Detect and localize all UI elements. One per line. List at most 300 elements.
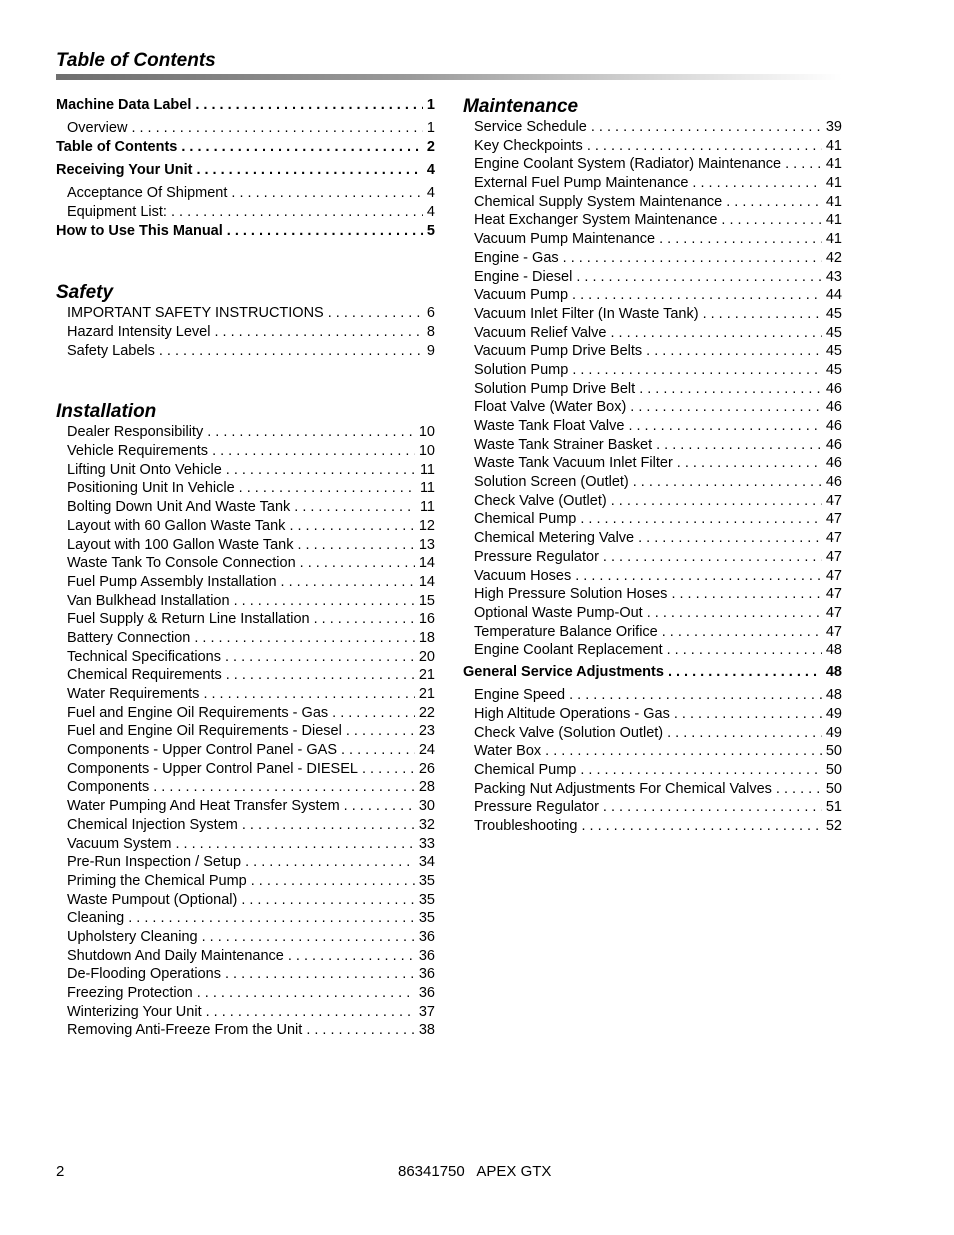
toc-entry-page-number: 48 bbox=[825, 642, 842, 659]
toc-entry[interactable] bbox=[56, 797, 435, 816]
toc-entry-page-number: 4 bbox=[426, 185, 435, 202]
toc-entry[interactable] bbox=[56, 161, 435, 180]
title-rule bbox=[56, 74, 842, 80]
toc-entry-label: Removing Anti-Freeze From the Unit bbox=[67, 1022, 303, 1039]
toc-entry[interactable] bbox=[56, 423, 435, 442]
toc-entry-label: Chemical Pump bbox=[474, 511, 577, 528]
toc-entry[interactable] bbox=[463, 623, 842, 642]
toc-entry-page-number: 13 bbox=[418, 536, 435, 553]
toc-entry[interactable] bbox=[463, 454, 842, 473]
toc-entry[interactable] bbox=[56, 666, 435, 685]
dot-leader bbox=[785, 155, 822, 174]
toc-entry[interactable] bbox=[56, 648, 435, 667]
toc-entry-label: Waste Pumpout (Optional) bbox=[67, 891, 238, 908]
toc-entry-page-number: 4 bbox=[426, 203, 435, 220]
toc-entry[interactable] bbox=[56, 573, 435, 592]
toc-entry[interactable] bbox=[56, 909, 435, 928]
toc-entry-label: Fuel and Engine Oil Requirements - Gas bbox=[67, 704, 329, 721]
toc-entry[interactable] bbox=[56, 741, 435, 760]
toc-entry-page-number: 45 bbox=[825, 324, 842, 341]
toc-entry-page-number: 50 bbox=[825, 761, 842, 778]
footer-page-number: 2 bbox=[56, 1163, 65, 1180]
toc-entry[interactable] bbox=[463, 761, 842, 780]
dot-leader bbox=[171, 203, 423, 222]
toc-entry-label: Check Valve (Outlet) bbox=[474, 492, 607, 509]
dot-leader bbox=[610, 324, 821, 343]
toc-entry-label: Components - Upper Control Panel - DIESEL bbox=[67, 760, 358, 777]
toc-entry[interactable] bbox=[56, 479, 435, 498]
dot-leader bbox=[197, 984, 415, 1003]
toc-entry-page-number: 35 bbox=[418, 910, 435, 927]
toc-entry-label: Winterizing Your Unit bbox=[67, 1003, 202, 1020]
dot-leader bbox=[234, 592, 415, 611]
toc-entry[interactable] bbox=[463, 118, 842, 137]
toc-entry[interactable] bbox=[463, 798, 842, 817]
dot-leader bbox=[131, 119, 422, 138]
toc-entry-page-number: 52 bbox=[825, 817, 842, 834]
toc-entry-label: Troubleshooting bbox=[474, 817, 578, 834]
toc-entry-page-number: 47 bbox=[825, 567, 842, 584]
toc-entry-page-number: 1 bbox=[426, 120, 435, 137]
dot-leader bbox=[346, 722, 415, 741]
footer-document-id: 86341750 APEX GTX bbox=[398, 1163, 552, 1180]
toc-entry[interactable] bbox=[56, 517, 435, 536]
toc-entry-label: Check Valve (Solution Outlet) bbox=[474, 724, 664, 741]
toc-entry-label: Bolting Down Unit And Waste Tank bbox=[67, 499, 291, 516]
toc-entry-label: Lifting Unit Onto Vehicle bbox=[67, 461, 222, 478]
dot-leader bbox=[231, 184, 423, 203]
toc-entry-page-number: 41 bbox=[825, 231, 842, 248]
toc-entry-label: Solution Screen (Outlet) bbox=[474, 474, 629, 491]
dot-leader bbox=[298, 536, 415, 555]
dot-leader bbox=[575, 567, 822, 586]
toc-entry[interactable] bbox=[463, 436, 842, 455]
toc-entry[interactable] bbox=[463, 211, 842, 230]
dot-leader bbox=[659, 230, 822, 249]
toc-entry-label: Waste Tank Vacuum Inlet Filter bbox=[474, 455, 673, 472]
toc-entry-label: Hazard Intensity Level bbox=[67, 324, 211, 340]
dot-leader bbox=[572, 286, 822, 305]
toc-entry-page-number: 47 bbox=[825, 586, 842, 603]
dot-leader bbox=[294, 498, 416, 517]
toc-entry-label: Chemical Metering Valve bbox=[474, 530, 635, 547]
toc-entry[interactable] bbox=[56, 138, 435, 157]
dot-leader bbox=[206, 1003, 415, 1022]
dot-leader bbox=[226, 461, 416, 480]
toc-entry[interactable] bbox=[56, 760, 435, 779]
dot-leader bbox=[196, 161, 422, 180]
dot-leader bbox=[159, 342, 423, 361]
toc-entry-label: Safety Labels bbox=[67, 342, 155, 359]
toc-entry[interactable] bbox=[463, 705, 842, 724]
toc-entry-label: Pressure Regulator bbox=[474, 799, 599, 816]
toc-entry-label: Vacuum Pump Drive Belts bbox=[474, 343, 643, 360]
dot-leader bbox=[668, 663, 822, 682]
toc-entry[interactable] bbox=[56, 342, 435, 361]
dot-leader bbox=[545, 742, 822, 761]
toc-entry[interactable] bbox=[463, 380, 842, 399]
dot-leader bbox=[207, 423, 415, 442]
toc-entry-label: Freezing Protection bbox=[67, 985, 193, 1001]
toc-right-column bbox=[463, 96, 842, 836]
toc-entry-page-number: 11 bbox=[419, 461, 435, 478]
toc-entry-page-number: 15 bbox=[418, 592, 435, 609]
toc-entry[interactable] bbox=[463, 249, 842, 268]
dot-leader bbox=[225, 965, 415, 984]
toc-entry-label: Equipment List: bbox=[67, 203, 167, 220]
toc-entry[interactable] bbox=[463, 174, 842, 193]
toc-entry[interactable] bbox=[56, 536, 435, 555]
toc-entry[interactable] bbox=[56, 984, 435, 1003]
toc-entry-page-number: 33 bbox=[418, 835, 435, 852]
toc-safety-list bbox=[56, 304, 435, 360]
dot-leader bbox=[667, 724, 822, 743]
toc-entry[interactable] bbox=[463, 548, 842, 567]
dot-leader bbox=[587, 137, 822, 156]
toc-entry-label: Vacuum Hoses bbox=[474, 567, 572, 584]
toc-entry[interactable] bbox=[463, 398, 842, 417]
toc-entry[interactable] bbox=[463, 780, 842, 799]
toc-entry[interactable] bbox=[56, 610, 435, 629]
toc-entry-label: High Altitude Operations - Gas bbox=[474, 705, 670, 722]
dot-leader bbox=[245, 853, 415, 872]
toc-entry-label: Waste Tank To Console Connection bbox=[67, 555, 296, 572]
toc-entry-label: Vacuum Inlet Filter (In Waste Tank) bbox=[474, 305, 699, 322]
toc-entry-page-number: 41 bbox=[825, 175, 842, 192]
toc-entry-page-number: 10 bbox=[418, 424, 435, 441]
toc-entry-page-number: 22 bbox=[418, 704, 435, 721]
dot-leader bbox=[202, 928, 415, 947]
dot-leader bbox=[281, 573, 415, 592]
toc-entry-label: Priming the Chemical Pump bbox=[67, 872, 247, 889]
toc-entry-page-number: 46 bbox=[825, 436, 842, 453]
toc-entry-page-number: 18 bbox=[418, 629, 435, 646]
toc-entry[interactable] bbox=[56, 119, 435, 138]
toc-entry-label: Engine - Gas bbox=[474, 249, 559, 266]
toc-entry-label: Shutdown And Daily Maintenance bbox=[67, 947, 284, 964]
toc-entry-label: Service Schedule bbox=[474, 119, 587, 135]
dot-leader bbox=[591, 118, 822, 137]
toc-entry-label: High Pressure Solution Hoses bbox=[474, 586, 668, 603]
toc-entry-page-number: 21 bbox=[418, 667, 435, 684]
toc-entry-page-number: 35 bbox=[418, 872, 435, 889]
toc-entry-page-number: 39 bbox=[825, 119, 842, 135]
dot-leader bbox=[630, 398, 822, 417]
toc-entry-page-number: 50 bbox=[825, 743, 842, 760]
toc-entry-label: Receiving Your Unit bbox=[56, 162, 193, 179]
toc-entry[interactable] bbox=[56, 778, 435, 797]
dot-leader bbox=[226, 666, 415, 685]
toc-entry[interactable] bbox=[463, 417, 842, 436]
toc-entry[interactable] bbox=[463, 529, 842, 548]
toc-entry-page-number: 45 bbox=[825, 305, 842, 322]
toc-entry-label: Key Checkpoints bbox=[474, 137, 583, 154]
toc-entry-page-number: 45 bbox=[825, 361, 842, 378]
toc-entry-label: External Fuel Pump Maintenance bbox=[474, 175, 689, 192]
dot-leader bbox=[667, 641, 822, 660]
toc-entry-page-number: 8 bbox=[426, 324, 435, 340]
toc-entry-label: Layout with 60 Gallon Waste Tank bbox=[67, 517, 286, 534]
dot-leader bbox=[176, 835, 415, 854]
toc-entry[interactable] bbox=[56, 853, 435, 872]
toc-entry[interactable] bbox=[56, 835, 435, 854]
dot-leader bbox=[332, 704, 415, 723]
toc-entry-label: Water Requirements bbox=[67, 686, 200, 702]
section-heading-maintenance: Maintenance bbox=[463, 96, 579, 117]
toc-entry-page-number: 47 bbox=[825, 604, 842, 621]
toc-entry[interactable] bbox=[463, 286, 842, 305]
toc-entry-page-number: 43 bbox=[825, 268, 842, 285]
dot-leader bbox=[572, 361, 822, 380]
toc-entry-label: Acceptance Of Shipment bbox=[67, 185, 228, 202]
dot-leader bbox=[194, 629, 415, 648]
toc-entry-page-number: 46 bbox=[825, 399, 842, 416]
toc-entry-label: Heat Exchanger System Maintenance bbox=[474, 212, 718, 229]
dot-leader bbox=[362, 760, 415, 779]
toc-entry-label: Cleaning bbox=[67, 910, 125, 927]
toc-entry[interactable] bbox=[56, 947, 435, 966]
toc-front-matter bbox=[56, 96, 435, 240]
toc-entry-label: Battery Connection bbox=[67, 629, 191, 646]
toc-entry-label: Pre-Run Inspection / Setup bbox=[67, 854, 242, 871]
toc-entry[interactable] bbox=[463, 567, 842, 586]
dot-leader bbox=[662, 623, 822, 642]
toc-entry[interactable] bbox=[463, 230, 842, 249]
dot-leader bbox=[639, 380, 822, 399]
toc-entry[interactable] bbox=[463, 510, 842, 529]
dot-leader bbox=[611, 492, 822, 511]
toc-entry-label: Waste Tank Strainer Basket bbox=[474, 436, 653, 453]
toc-entry-page-number: 47 bbox=[825, 548, 842, 565]
toc-entry-page-number: 46 bbox=[825, 455, 842, 472]
toc-entry-page-number: 32 bbox=[418, 816, 435, 833]
dot-leader bbox=[212, 442, 415, 461]
dot-leader bbox=[239, 479, 416, 498]
toc-entry-label: Engine Coolant System (Radiator) Maintenance bbox=[474, 156, 782, 173]
toc-entry-page-number: 24 bbox=[418, 742, 435, 759]
dot-leader bbox=[344, 797, 415, 816]
toc-entry-label: Fuel Pump Assembly Installation bbox=[67, 573, 277, 590]
dot-leader bbox=[128, 909, 415, 928]
toc-entry-label: Chemical Pump bbox=[474, 761, 577, 778]
toc-entry-page-number: 45 bbox=[825, 343, 842, 360]
toc-entry-label: Machine Data Label bbox=[56, 97, 192, 113]
toc-entry-page-number: 47 bbox=[825, 492, 842, 509]
toc-entry-page-number: 12 bbox=[418, 517, 435, 534]
toc-entry[interactable] bbox=[463, 604, 842, 623]
toc-entry[interactable] bbox=[56, 704, 435, 723]
dot-leader bbox=[580, 761, 822, 780]
toc-entry-page-number: 36 bbox=[418, 966, 435, 983]
dot-leader bbox=[227, 222, 423, 241]
toc-entry-page-number: 34 bbox=[418, 854, 435, 871]
toc-entry-label: Chemical Supply System Maintenance bbox=[474, 193, 723, 210]
dot-leader bbox=[580, 510, 822, 529]
toc-entry[interactable] bbox=[56, 722, 435, 741]
dot-leader bbox=[703, 305, 822, 324]
toc-entry-page-number: 48 bbox=[825, 663, 842, 680]
toc-installation-list bbox=[56, 423, 435, 1040]
toc-entry[interactable] bbox=[56, 461, 435, 480]
dot-leader bbox=[674, 705, 822, 724]
toc-entry[interactable] bbox=[56, 554, 435, 573]
toc-entry-page-number: 16 bbox=[418, 611, 435, 628]
toc-entry[interactable] bbox=[463, 361, 842, 380]
toc-entry[interactable] bbox=[56, 442, 435, 461]
toc-entry-page-number: 5 bbox=[426, 222, 435, 239]
dot-leader bbox=[251, 872, 415, 891]
toc-entry-label: Vacuum System bbox=[67, 835, 172, 852]
toc-entry-page-number: 47 bbox=[825, 511, 842, 528]
toc-entry-label: Vacuum Pump bbox=[474, 287, 569, 304]
dot-leader bbox=[153, 778, 415, 797]
toc-entry[interactable] bbox=[56, 184, 435, 203]
dot-leader bbox=[726, 193, 822, 212]
toc-entry[interactable] bbox=[56, 816, 435, 835]
toc-entry-page-number: 6 bbox=[426, 305, 435, 322]
toc-general-service-heading bbox=[463, 663, 842, 682]
dot-leader bbox=[656, 436, 822, 455]
dot-leader bbox=[289, 517, 414, 536]
dot-leader bbox=[195, 96, 423, 115]
toc-entry-page-number: 36 bbox=[418, 947, 435, 964]
dot-leader bbox=[628, 417, 821, 436]
toc-entry-page-number: 47 bbox=[825, 623, 842, 640]
toc-entry-page-number: 21 bbox=[418, 686, 435, 702]
toc-entry[interactable] bbox=[56, 304, 435, 323]
toc-entry[interactable] bbox=[56, 323, 435, 342]
toc-entry-page-number: 41 bbox=[825, 212, 842, 229]
toc-entry-page-number: 23 bbox=[418, 723, 435, 740]
toc-entry[interactable] bbox=[463, 663, 842, 682]
toc-entry-label: Table of Contents bbox=[56, 138, 178, 155]
toc-entry[interactable] bbox=[56, 629, 435, 648]
toc-entry[interactable] bbox=[463, 742, 842, 761]
dot-leader bbox=[692, 174, 821, 193]
toc-entry[interactable] bbox=[463, 473, 842, 492]
toc-entry-page-number: 4 bbox=[426, 162, 435, 179]
toc-entry-page-number: 46 bbox=[825, 380, 842, 397]
toc-entry-label: Chemical Injection System bbox=[67, 816, 238, 833]
toc-entry[interactable] bbox=[56, 928, 435, 947]
toc-entry[interactable] bbox=[56, 1003, 435, 1022]
toc-entry[interactable] bbox=[463, 324, 842, 343]
dot-leader bbox=[581, 817, 821, 836]
toc-entry-label: Water Pumping And Heat Transfer System bbox=[67, 798, 340, 815]
toc-entry[interactable] bbox=[463, 641, 842, 660]
dot-leader bbox=[633, 473, 822, 492]
toc-entry-page-number: 46 bbox=[825, 474, 842, 491]
toc-entry[interactable] bbox=[56, 872, 435, 891]
toc-entry[interactable] bbox=[463, 342, 842, 361]
toc-maintenance-list bbox=[463, 118, 842, 660]
toc-entry-label: Engine Coolant Replacement bbox=[474, 642, 663, 659]
toc-entry-page-number: 48 bbox=[825, 687, 842, 704]
toc-entry[interactable] bbox=[463, 817, 842, 836]
toc-entry[interactable] bbox=[56, 685, 435, 704]
dot-leader bbox=[242, 816, 415, 835]
toc-entry[interactable] bbox=[56, 96, 435, 115]
section-heading-safety: Safety bbox=[56, 282, 114, 304]
toc-entry[interactable] bbox=[56, 498, 435, 517]
toc-entry-label: Engine Speed bbox=[474, 687, 566, 704]
toc-entry-page-number: 50 bbox=[825, 780, 842, 797]
toc-entry[interactable] bbox=[463, 305, 842, 324]
dot-leader bbox=[300, 554, 415, 573]
toc-entry[interactable] bbox=[463, 137, 842, 156]
toc-entry-label: Chemical Requirements bbox=[67, 667, 222, 684]
toc-entry-page-number: 9 bbox=[426, 342, 435, 359]
dot-leader bbox=[603, 548, 822, 567]
dot-leader bbox=[225, 648, 415, 667]
toc-entry-page-number: 42 bbox=[825, 249, 842, 266]
toc-entry-label: Fuel Supply & Return Line Installation bbox=[67, 611, 310, 628]
toc-left-column bbox=[56, 96, 435, 1040]
dot-leader bbox=[646, 342, 822, 361]
dot-leader bbox=[181, 138, 423, 157]
toc-entry[interactable] bbox=[463, 492, 842, 511]
dot-leader bbox=[288, 947, 415, 966]
toc-entry[interactable] bbox=[56, 1021, 435, 1040]
toc-entry[interactable] bbox=[56, 222, 435, 241]
toc-entry-label: How to Use This Manual bbox=[56, 222, 223, 239]
toc-entry[interactable] bbox=[463, 193, 842, 212]
dot-leader bbox=[569, 686, 822, 705]
toc-entry-label: Pressure Regulator bbox=[474, 548, 599, 565]
toc-entry-page-number: 49 bbox=[825, 705, 842, 722]
toc-entry[interactable] bbox=[463, 724, 842, 743]
toc-entry-page-number: 26 bbox=[418, 760, 435, 777]
dot-leader bbox=[677, 454, 822, 473]
toc-entry-label: Packing Nut Adjustments For Chemical Valves bbox=[474, 780, 772, 797]
dot-leader bbox=[214, 323, 422, 342]
toc-entry-label: Van Bulkhead Installation bbox=[67, 592, 230, 609]
toc-entry-page-number: 44 bbox=[825, 287, 842, 304]
toc-entry-page-number: 20 bbox=[418, 648, 435, 665]
toc-entry-label: Fuel and Engine Oil Requirements - Diesel bbox=[67, 723, 342, 740]
dot-leader bbox=[241, 891, 415, 910]
toc-entry-page-number: 46 bbox=[825, 418, 842, 434]
toc-entry-label: Vehicle Requirements bbox=[67, 443, 209, 460]
toc-entry-page-number: 49 bbox=[825, 724, 842, 741]
toc-entry-label: Solution Pump Drive Belt bbox=[474, 380, 636, 397]
toc-entry[interactable] bbox=[56, 965, 435, 984]
toc-entry-label: Engine - Diesel bbox=[474, 268, 573, 285]
dot-leader bbox=[328, 304, 423, 323]
toc-entry[interactable] bbox=[463, 155, 842, 174]
toc-entry-page-number: 10 bbox=[418, 443, 435, 460]
toc-entry[interactable] bbox=[463, 585, 842, 604]
toc-entry-label: Components - Upper Control Panel - GAS bbox=[67, 742, 337, 759]
toc-entry-label: Technical Specifications bbox=[67, 648, 221, 665]
toc-entry[interactable] bbox=[463, 268, 842, 287]
toc-entry-label: Vacuum Pump Maintenance bbox=[474, 231, 656, 248]
toc-entry[interactable] bbox=[56, 592, 435, 611]
toc-entry-page-number: 30 bbox=[418, 798, 435, 815]
toc-entry[interactable] bbox=[56, 891, 435, 910]
toc-entry-label: Upholstery Cleaning bbox=[67, 928, 198, 945]
toc-entry-page-number: 14 bbox=[418, 555, 435, 572]
toc-entry-page-number: 36 bbox=[418, 985, 435, 1001]
toc-entry-label: Dealer Responsibility bbox=[67, 424, 204, 441]
dot-leader bbox=[203, 685, 414, 704]
page-title: Table of Contents bbox=[56, 50, 216, 71]
toc-entry[interactable] bbox=[56, 203, 435, 222]
dot-leader bbox=[314, 610, 415, 629]
toc-entry-label: De-Flooding Operations bbox=[67, 966, 221, 983]
toc-entry-page-number: 36 bbox=[418, 928, 435, 945]
toc-entry[interactable] bbox=[463, 686, 842, 705]
